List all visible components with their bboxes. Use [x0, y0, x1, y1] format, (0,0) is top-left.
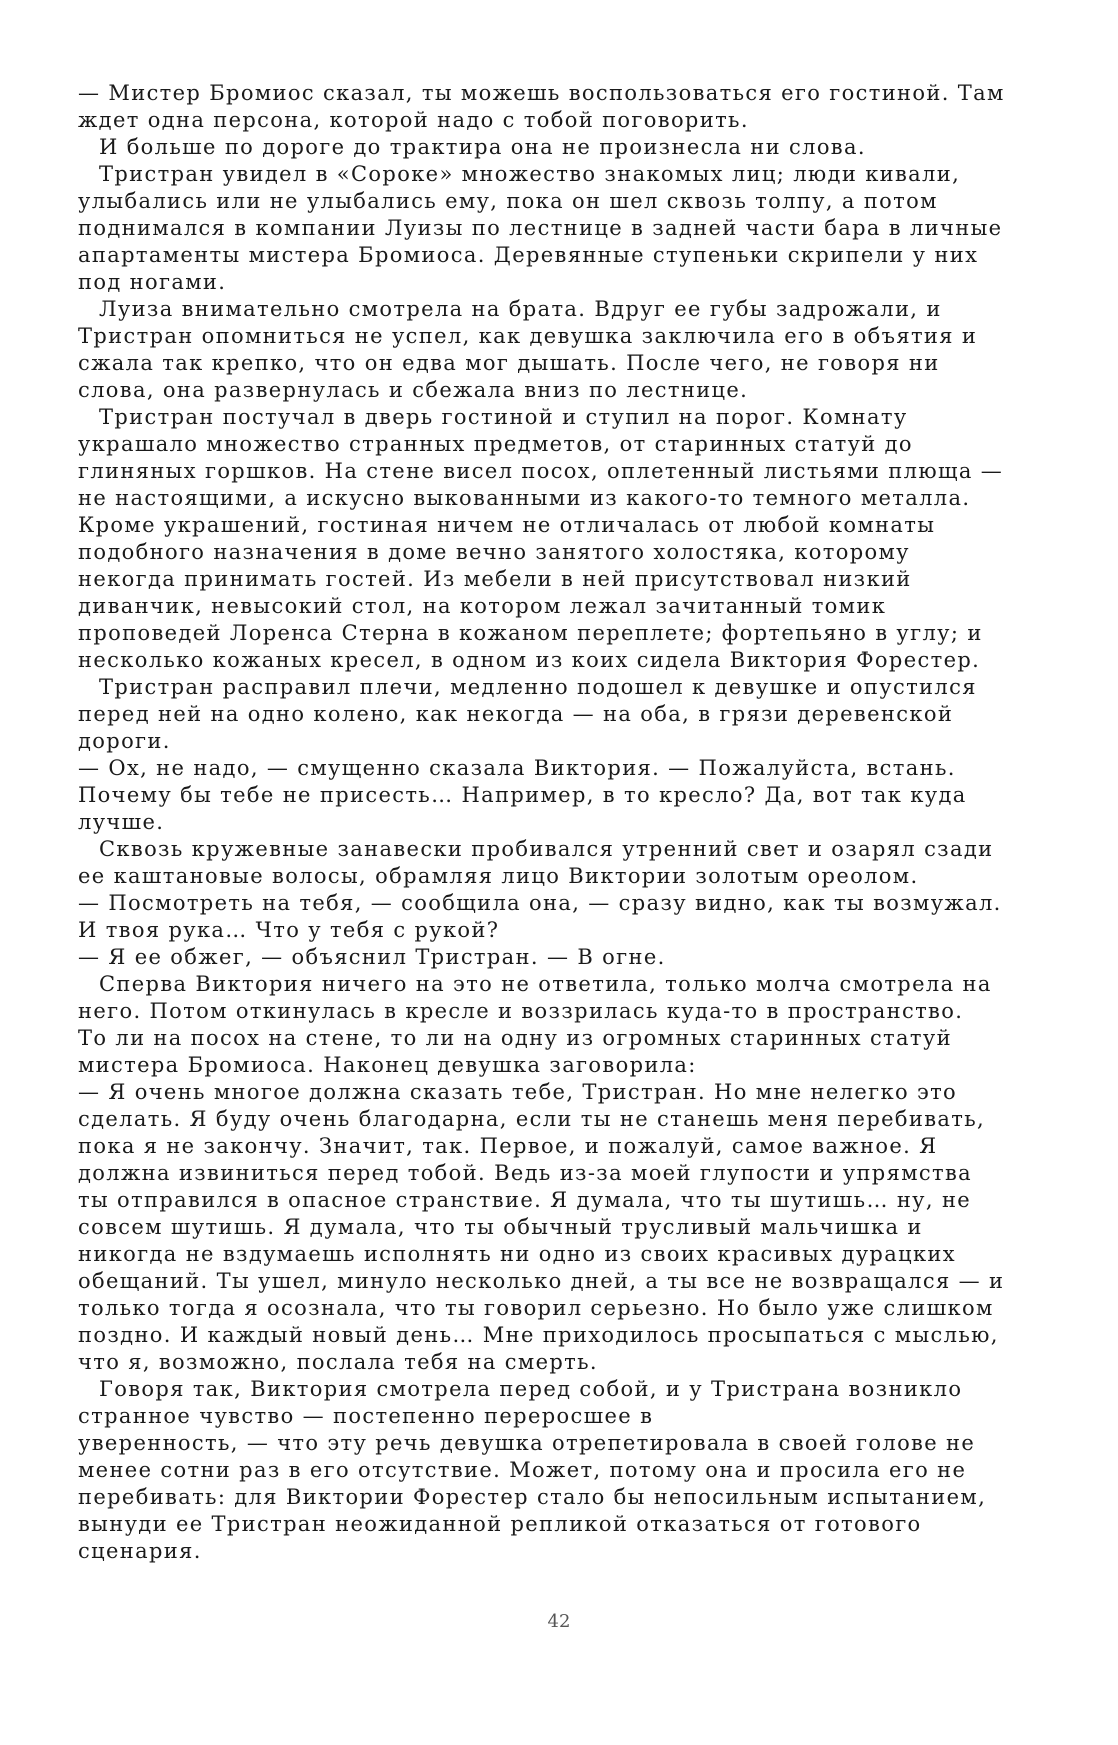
text-line: него. Потом откинулась в кресле и воззрилась куда-то в пространство.: [78, 999, 964, 1023]
text-line: слова, она развернулась и сбежала вниз по лестнице.: [78, 378, 749, 402]
text-line: И твоя рука… Что у тебя с рукой?: [78, 918, 500, 942]
text-line: странное чувство — постепенно переросшее в: [78, 1404, 654, 1428]
text-line: совсем шутишь. Я думала, что ты обычный трусливый мальчишка и: [78, 1215, 923, 1239]
text-line: диванчик, невысокий стол, на котором лежал зачитанный томик: [78, 594, 887, 618]
text-line: — Ох, не надо, — смущенно сказала Виктория. — Пожалуйста, встань.: [78, 756, 956, 780]
paragraph-first-line: Тристран увидел в «Сороке» множество знакомых лиц; люди кивали,: [99, 162, 961, 186]
text-line: лучше.: [78, 810, 165, 834]
text-line: перед ней на одно колено, как некогда — на оба, в грязи деревенской: [78, 702, 954, 726]
text-line: улыбались или не улыбались ему, пока он шел сквозь толпу, а потом: [78, 189, 938, 213]
text-line: — Посмотреть на тебя, — сообщила она, — сразу видно, как ты возмужал.: [78, 891, 1002, 915]
text-line: сжала так крепко, что он едва мог дышать. После чего, не говоря ни: [78, 351, 940, 375]
text-line: украшало множество странных предметов, от старинных статуй до: [78, 432, 913, 456]
page-body-text: [78, 80, 1058, 1565]
text-line: глиняных горшков. На стене висел посох, оплетенный листьями плюща —: [78, 459, 1004, 483]
paragraph-first-line: Луиза внимательно смотрела на брата. Вдруг ее губы задрожали, и: [99, 297, 942, 321]
text-line: только тогда я осознала, что ты говорил серьезно. Но было уже слишком: [78, 1296, 994, 1320]
text-line: пока я не закончу. Значит, так. Первое, и пожалуй, самое важное. Я: [78, 1134, 938, 1158]
text-line: сценария.: [78, 1539, 202, 1563]
text-line: мистера Бромиоса. Наконец девушка заговорила:: [78, 1053, 697, 1077]
text-line: менее сотни раз в его отсутствие. Может, потому она и просила его не: [78, 1458, 967, 1482]
text-line: должна извиниться перед тобой. Ведь из-за моей глупости и упрямства: [78, 1161, 972, 1185]
text-line: проповедей Лоренса Стерна в кожаном переплете; фортепьяно в углу; и: [78, 621, 983, 645]
text-line: поздно. И каждый новый день… Мне приходилось просыпаться с мыслью,: [78, 1323, 999, 1347]
text-line: Кроме украшений, гостиная ничем не отличалась от любой комнаты: [78, 513, 936, 537]
text-line: что я, возможно, послала тебя на смерть.: [78, 1350, 598, 1374]
text-line: уверенность, — что эту речь девушка отрепетировала в своей голове не: [78, 1431, 976, 1455]
paragraph-first-line: Говоря так, Виктория смотрела перед собой, и у Тристрана возникло: [99, 1377, 963, 1401]
paragraph-first-line: Тристран расправил плечи, медленно подошел к девушке и опустился: [99, 675, 977, 699]
text-line: — Я ее обжег, — объяснил Тристран. — В огне.: [78, 945, 666, 969]
page-number: 42: [547, 1611, 571, 1632]
text-line: вынуди ее Тристран неожиданной репликой отказаться от готового: [78, 1512, 922, 1536]
text-line: апартаменты мистера Бромиоса. Деревянные ступеньки скрипели у них: [78, 243, 979, 267]
text-line: То ли на посох на стене, то ли на одну из огромных старинных статуй: [78, 1026, 952, 1050]
text-line: несколько кожаных кресел, в одном из коих сидела Виктория Форестер.: [78, 648, 981, 672]
text-line: сделать. Я буду очень благодарна, если ты не станешь меня перебивать,: [78, 1107, 986, 1131]
text-line: Почему бы тебе не присесть… Например, в то кресло? Да, вот так куда: [78, 783, 967, 807]
text-line: ждет одна персона, которой надо с тобой поговорить.: [78, 108, 749, 132]
text-line: Тристран опомниться не успел, как девушка заключила его в объятия и: [78, 324, 978, 348]
text-line: — Я очень многое должна сказать тебе, Тристран. Но мне нелегко это: [78, 1080, 958, 1104]
text-line: поднимался в компании Луизы по лестнице в задней части бара в личные: [78, 216, 1003, 240]
text-line: обещаний. Ты ушел, минуло несколько дней, а ты все не возвращался — и: [78, 1269, 1005, 1293]
paragraph-first-line: Тристран постучал в дверь гостиной и ступил на порог. Комнату: [99, 405, 908, 429]
text-line: — Мистер Бромиос сказал, ты можешь воспользоваться его гостиной. Там: [78, 81, 1005, 105]
paragraph-first-line: И больше по дороге до трактира она не произнесла ни слова.: [99, 135, 866, 159]
paragraph-first-line: Сквозь кружевные занавески пробивался утренний свет и озарял сзади: [99, 837, 994, 861]
text-line: дороги.: [78, 729, 171, 753]
text-line: некогда принимать гостей. Из мебели в ней присутствовал низкий: [78, 567, 912, 591]
text-line: ты отправился в опасное странствие. Я думала, что ты шутишь… ну, не: [78, 1188, 972, 1212]
text-line: перебивать: для Виктории Форестер стало бы непосильным испытанием,: [78, 1485, 987, 1509]
text-line: под ногами.: [78, 270, 227, 294]
text-line: не настоящими, а искусно выкованными из какого-то темного металла.: [78, 486, 971, 510]
paragraph-first-line: Сперва Виктория ничего на это не ответила, только молча смотрела на: [99, 972, 992, 996]
text-line: подобного назначения в доме вечно занятого холостяка, которому: [78, 540, 910, 564]
text-line: ее каштановые волосы, обрамляя лицо Виктории золотым ореолом.: [78, 864, 919, 888]
text-line: никогда не вздумаешь исполнять ни одно из своих красивых дурацких: [78, 1242, 956, 1266]
